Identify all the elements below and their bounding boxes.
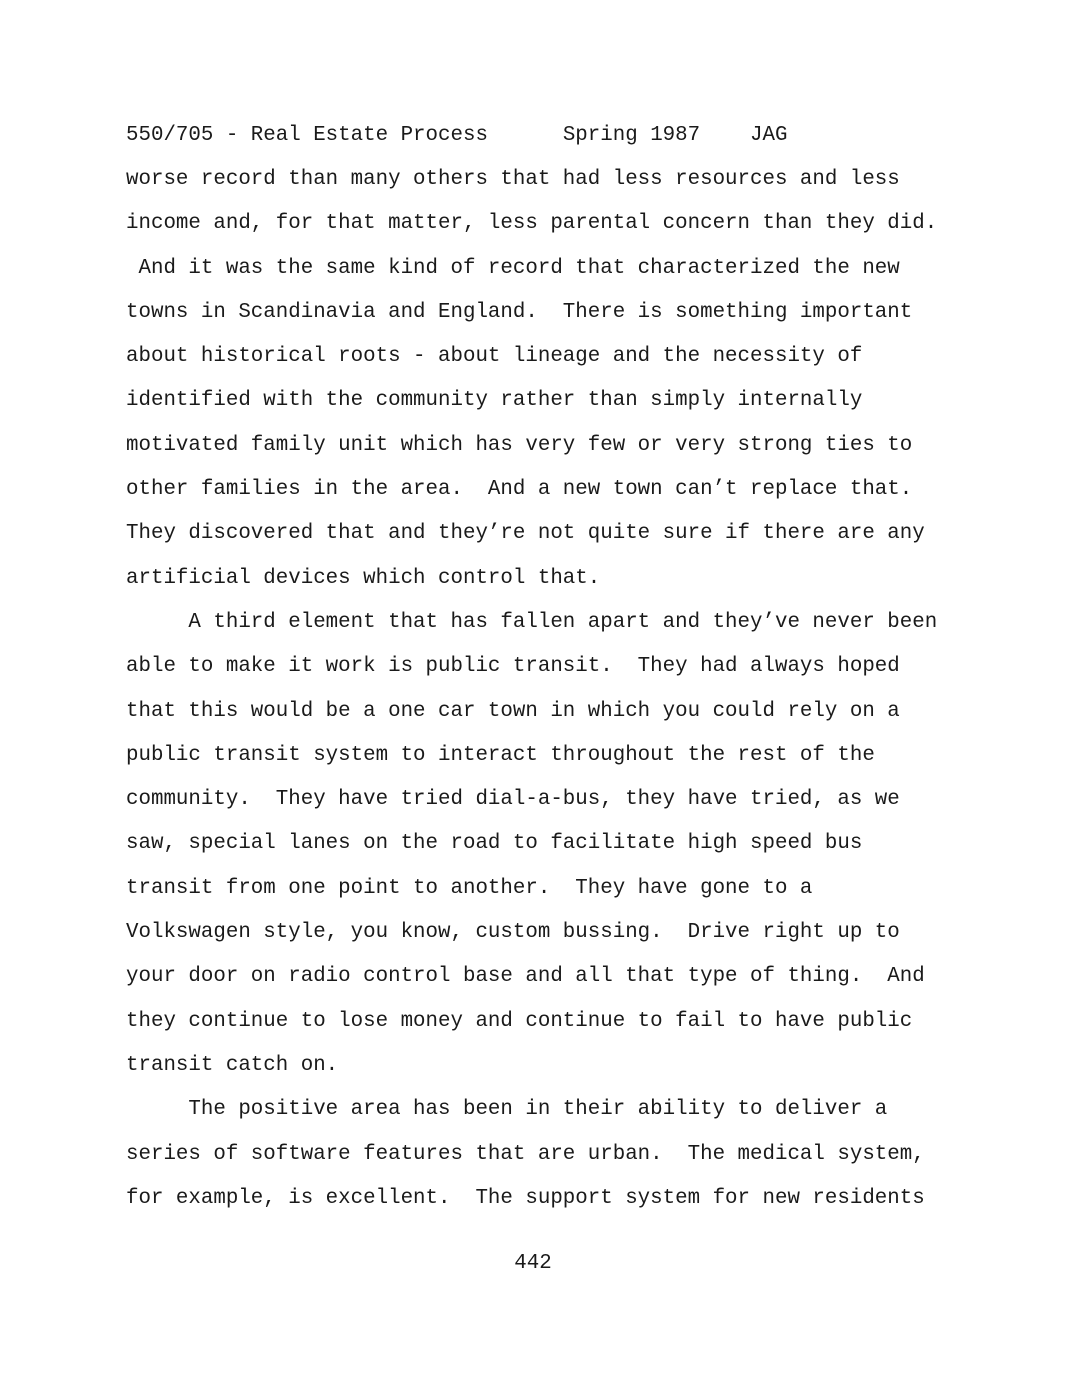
text-line: income and, for that matter, less parental concern than they did. <box>126 212 938 236</box>
text-line: able to make it work is public transit. They had always hoped <box>126 655 900 679</box>
text-line: They discovered that and they’re not quite sure if there are any <box>126 522 925 546</box>
text-line: other families in the area. And a new town can’t replace that. <box>126 478 913 502</box>
text-line: identified with the community rather than simply internally <box>126 389 863 413</box>
text-line: they continue to lose money and continue to fail to have public <box>126 1009 913 1033</box>
body-text <box>126 166 1026 1229</box>
text-line: motivated family unit which has very few or very strong ties to <box>126 433 913 457</box>
text-line: that this would be a one car town in which you could rely on a <box>126 699 900 723</box>
header-initials: JAG <box>750 124 788 147</box>
text-line: transit catch on. <box>126 1053 339 1077</box>
text-line: towns in Scandinavia and England. There is something important <box>126 300 913 324</box>
text-line: series of software features that are urban. The medical system, <box>126 1142 925 1166</box>
text-line: your door on radio control base and all that type of thing. And <box>126 965 925 989</box>
running-header <box>126 122 788 150</box>
text-line: saw, special lanes on the road to facilitate high speed bus <box>126 832 863 856</box>
text-line: A third element that has fallen apart and they’ve never been <box>126 610 938 634</box>
text-line: artificial devices which control that. <box>126 566 601 590</box>
header-course: 550/705 - Real Estate Process <box>126 124 488 147</box>
text-line: public transit system to interact throughout the rest of the <box>126 743 875 767</box>
page-number: 442 <box>514 1252 552 1275</box>
text-line: for example, is excellent. The support system for new residents <box>126 1186 925 1210</box>
text-line: community. They have tried dial-a-bus, they have tried, as we <box>126 788 900 812</box>
text-line: about historical roots - about lineage and the necessity of <box>126 345 863 369</box>
header-term: Spring 1987 <box>562 124 701 147</box>
text-line: And it was the same kind of record that characterized the new <box>126 256 900 280</box>
text-line: worse record than many others that had less resources and less <box>126 168 900 191</box>
text-line: The positive area has been in their ability to deliver a <box>126 1098 888 1122</box>
text-line: Volkswagen style, you know, custom bussing. Drive right up to <box>126 921 900 945</box>
text-line: transit from one point to another. They have gone to a <box>126 876 813 900</box>
